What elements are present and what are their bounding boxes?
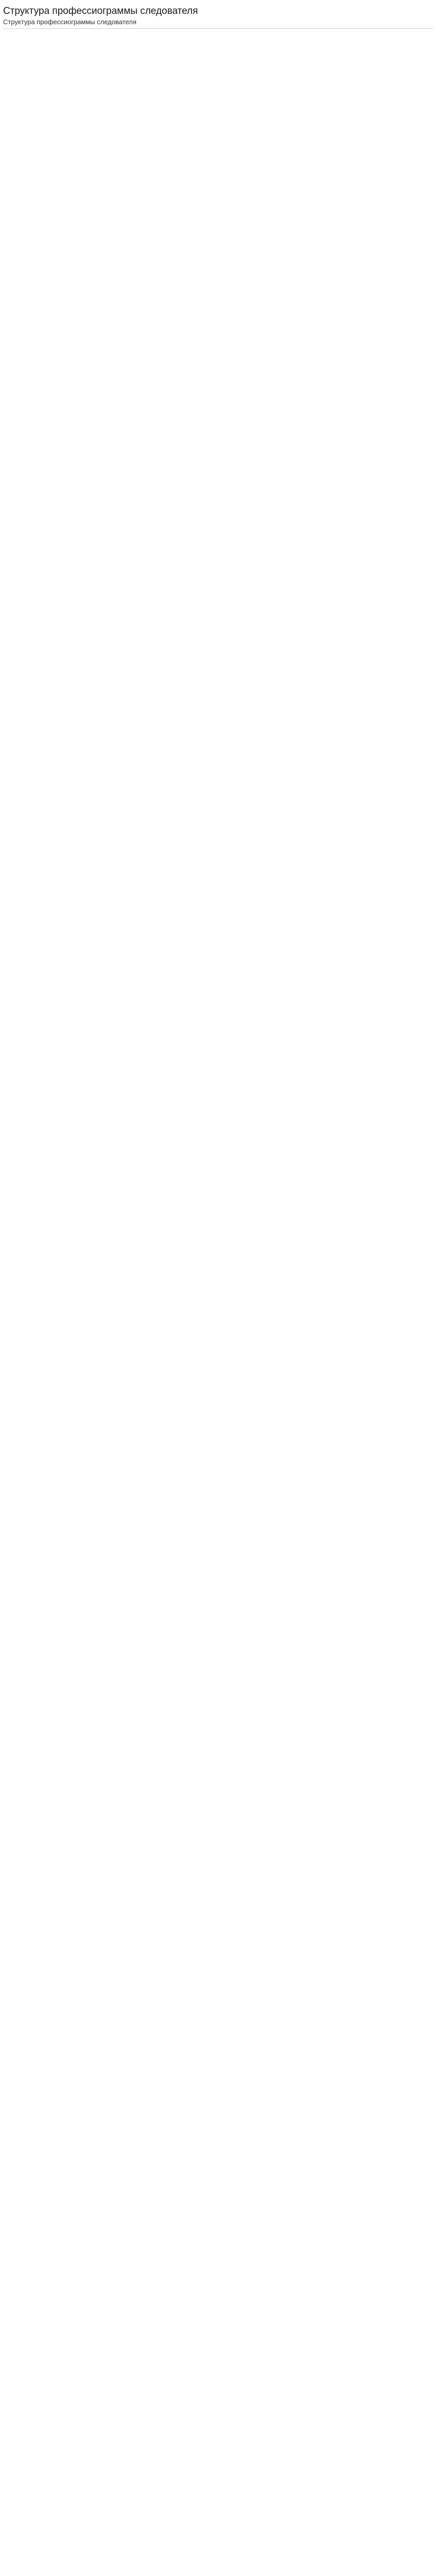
paragraph bbox=[3, 317, 433, 325]
paragraph bbox=[3, 159, 433, 166]
paragraph bbox=[3, 101, 433, 109]
paragraph bbox=[3, 707, 433, 715]
paragraph bbox=[3, 43, 433, 51]
paragraph bbox=[3, 606, 433, 614]
paragraph bbox=[3, 620, 433, 628]
paragraph bbox=[3, 880, 433, 888]
paragraph bbox=[3, 447, 433, 455]
paragraph bbox=[3, 303, 433, 311]
paragraph bbox=[3, 635, 433, 642]
paragraph bbox=[3, 938, 433, 945]
paragraph bbox=[3, 433, 433, 440]
paragraph bbox=[3, 894, 433, 902]
paragraph bbox=[3, 837, 433, 844]
paragraph bbox=[3, 87, 433, 94]
paragraph bbox=[3, 909, 433, 917]
paragraph bbox=[3, 462, 433, 469]
paragraph bbox=[3, 72, 433, 80]
paragraph bbox=[3, 404, 433, 412]
paragraph bbox=[3, 58, 433, 65]
paragraph bbox=[3, 750, 433, 758]
paragraph bbox=[3, 188, 433, 195]
paragraph bbox=[3, 418, 433, 426]
paragraph bbox=[3, 144, 433, 152]
paragraph bbox=[3, 375, 433, 383]
paragraph bbox=[3, 563, 433, 570]
paragraph bbox=[3, 289, 433, 296]
paragraph bbox=[3, 216, 433, 224]
paragraph bbox=[3, 664, 433, 671]
paragraph bbox=[3, 981, 433, 989]
paragraph bbox=[3, 967, 433, 974]
paragraph bbox=[3, 721, 433, 729]
article-body bbox=[3, 43, 433, 1003]
paragraph bbox=[3, 548, 433, 556]
paragraph bbox=[3, 202, 433, 210]
paragraph bbox=[3, 822, 433, 830]
paragraph bbox=[3, 476, 433, 484]
paragraph bbox=[3, 115, 433, 123]
paragraph bbox=[3, 130, 433, 138]
paragraph bbox=[3, 519, 433, 527]
paragraph bbox=[3, 332, 433, 340]
paragraph bbox=[3, 346, 433, 354]
paragraph bbox=[3, 577, 433, 585]
paragraph bbox=[3, 505, 433, 513]
paragraph bbox=[3, 692, 433, 700]
paragraph bbox=[3, 736, 433, 743]
paragraph bbox=[3, 260, 433, 267]
paragraph bbox=[3, 808, 433, 816]
paragraph bbox=[3, 361, 433, 368]
paragraph bbox=[3, 490, 433, 498]
paragraph bbox=[3, 591, 433, 599]
paragraph bbox=[3, 389, 433, 397]
paragraph bbox=[3, 952, 433, 960]
paragraph bbox=[3, 274, 433, 282]
paragraph bbox=[3, 649, 433, 657]
paragraph bbox=[3, 866, 433, 873]
paragraph bbox=[3, 923, 433, 931]
paragraph bbox=[3, 779, 433, 787]
page-title: Структура профессиограммы следователя bbox=[3, 6, 198, 16]
paragraph bbox=[3, 245, 433, 253]
page-subtitle: Структура профессиограммы следователя bbox=[3, 18, 137, 26]
paragraph bbox=[3, 534, 433, 541]
paragraph bbox=[3, 765, 433, 772]
paragraph bbox=[3, 678, 433, 686]
paragraph bbox=[3, 995, 433, 1003]
paragraph bbox=[3, 173, 433, 181]
header-divider bbox=[3, 28, 433, 29]
paragraph bbox=[3, 231, 433, 239]
paragraph bbox=[3, 793, 433, 801]
paragraph bbox=[3, 851, 433, 859]
